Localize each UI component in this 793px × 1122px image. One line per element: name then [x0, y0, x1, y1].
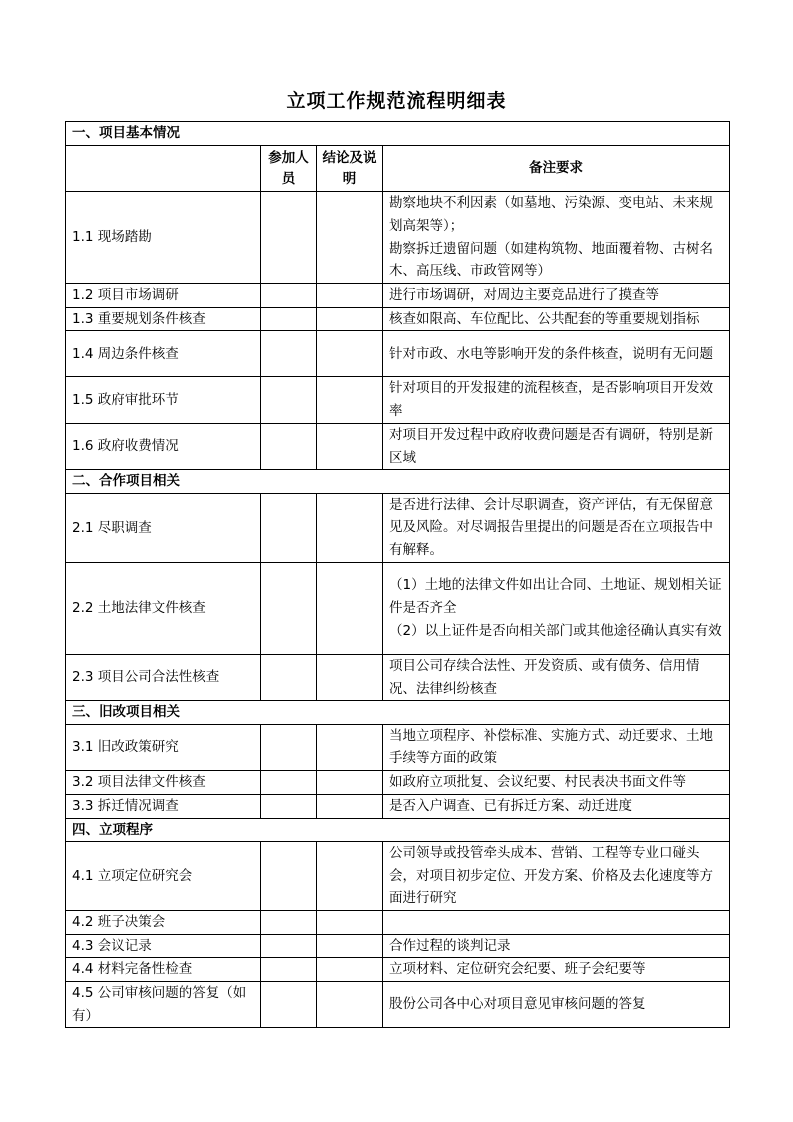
item-remarks: 勘察地块不利因素（如墓地、污染源、变电站、未来规划高架等）； 勘察拆迁遗留问题（如建构筑物、地面覆着物、古树名木、高压线、市政管网等）	[383, 192, 730, 284]
item-remarks: （1）土地的法律文件如出让合同、土地证、规划相关证件是否齐全 （2）以上证件是否向相关部门或其他途径确认真实有效	[383, 562, 730, 654]
item-name: 4.5 公司审核问题的答复（如有）	[66, 982, 261, 1028]
item-name: 4.2 班子决策会	[66, 911, 261, 935]
table-row	[66, 192, 730, 284]
participants-cell	[261, 377, 317, 423]
conclusion-cell	[317, 794, 383, 818]
section-header-row	[66, 122, 730, 146]
conclusion-cell	[317, 654, 383, 700]
participants-cell	[261, 331, 317, 377]
table-row	[66, 724, 730, 770]
item-name: 4.1 立项定位研究会	[66, 842, 261, 911]
item-remarks: 股份公司各中心对项目意见审核问题的答复	[383, 982, 730, 1028]
item-remarks: 是否进行法律、会计尽职调查，资产评估，有无保留意见及风险。对尽调报告里提出的问题是否在立项报告中有解释。	[383, 493, 730, 562]
conclusion-cell	[317, 284, 383, 308]
table-row	[66, 934, 730, 958]
conclusion-cell	[317, 377, 383, 423]
table-row	[66, 562, 730, 654]
section-header-row	[66, 701, 730, 725]
participants-cell	[261, 284, 317, 308]
conclusion-cell	[317, 724, 383, 770]
participants-cell	[261, 562, 317, 654]
table-row	[66, 911, 730, 935]
table-row	[66, 331, 730, 377]
item-name: 2.2 土地法律文件核查	[66, 562, 261, 654]
participants-cell	[261, 192, 317, 284]
participants-cell	[261, 794, 317, 818]
conclusion-cell	[317, 192, 383, 284]
item-remarks: 进行市场调研，对周边主要竞品进行了摸查等	[383, 284, 730, 308]
item-name: 3.2 项目法律文件核查	[66, 771, 261, 795]
item-name: 3.3 拆迁情况调查	[66, 794, 261, 818]
participants-cell	[261, 724, 317, 770]
document-title: 立项工作规范流程明细表	[286, 90, 507, 112]
section-title: 四、立项程序	[66, 818, 730, 842]
item-name: 1.6 政府收费情况	[66, 423, 261, 469]
section-title: 一、项目基本情况	[66, 122, 730, 146]
item-name: 3.1 旧改政策研究	[66, 724, 261, 770]
header-conclusion: 结论及说明	[317, 146, 383, 192]
item-remarks: 合作过程的谈判记录	[383, 934, 730, 958]
section-header-row	[66, 818, 730, 842]
conclusion-cell	[317, 934, 383, 958]
item-remarks: 如政府立项批复、会议纪要、村民表决书面文件等	[383, 771, 730, 795]
participants-cell	[261, 911, 317, 935]
header-remarks: 备注要求	[383, 146, 730, 192]
item-name: 4.4 材料完备性检查	[66, 958, 261, 982]
item-remarks: 项目公司存续合法性、开发资质、或有债务、信用情况、法律纠纷核查	[383, 654, 730, 700]
table-row	[66, 842, 730, 911]
conclusion-cell	[317, 562, 383, 654]
participants-cell	[261, 958, 317, 982]
table-row	[66, 771, 730, 795]
item-remarks: 针对市政、水电等影响开发的条件核查，说明有无问题	[383, 331, 730, 377]
item-name: 1.4 周边条件核查	[66, 331, 261, 377]
item-remarks: 立项材料、定位研究会纪要、班子会纪要等	[383, 958, 730, 982]
item-name: 2.1 尽职调查	[66, 493, 261, 562]
table-row	[66, 377, 730, 423]
item-remarks: 是否入户调查、已有拆迁方案、动迁进度	[383, 794, 730, 818]
conclusion-cell	[317, 842, 383, 911]
participants-cell	[261, 423, 317, 469]
header-blank-cell	[66, 146, 261, 192]
table-row	[66, 307, 730, 331]
item-remarks: 核查如限高、车位配比、公共配套的等重要规划指标	[383, 307, 730, 331]
item-name: 1.1 现场踏勘	[66, 192, 261, 284]
process-table	[65, 121, 730, 1028]
conclusion-cell	[317, 331, 383, 377]
conclusion-cell	[317, 911, 383, 935]
participants-cell	[261, 771, 317, 795]
conclusion-cell	[317, 958, 383, 982]
item-name: 1.5 政府审批环节	[66, 377, 261, 423]
item-remarks	[383, 911, 730, 935]
section-title: 三、旧改项目相关	[66, 701, 730, 725]
item-remarks: 公司领导或投管牵头成本、营销、工程等专业口碰头会，对项目初步定位、开发方案、价格及去化速度等方面进行研究	[383, 842, 730, 911]
column-header-row	[66, 146, 730, 192]
conclusion-cell	[317, 307, 383, 331]
table-row	[66, 958, 730, 982]
table-row	[66, 654, 730, 700]
conclusion-cell	[317, 423, 383, 469]
table-row	[66, 423, 730, 469]
participants-cell	[261, 934, 317, 958]
section-title: 二、合作项目相关	[66, 470, 730, 494]
item-name: 1.3 重要规划条件核查	[66, 307, 261, 331]
item-remarks: 针对项目的开发报建的流程核查，是否影响项目开发效率	[383, 377, 730, 423]
conclusion-cell	[317, 493, 383, 562]
item-remarks: 对项目开发过程中政府收费问题是否有调研，特别是新区域	[383, 423, 730, 469]
participants-cell	[261, 493, 317, 562]
conclusion-cell	[317, 982, 383, 1028]
item-name: 1.2 项目市场调研	[66, 284, 261, 308]
conclusion-cell	[317, 771, 383, 795]
header-participants: 参加人员	[261, 146, 317, 192]
table-row	[66, 284, 730, 308]
participants-cell	[261, 982, 317, 1028]
item-name: 2.3 项目公司合法性核查	[66, 654, 261, 700]
item-name: 4.3 会议记录	[66, 934, 261, 958]
item-remarks: 当地立项程序、补偿标准、实施方式、动迁要求、土地手续等方面的政策	[383, 724, 730, 770]
table-row	[66, 982, 730, 1028]
participants-cell	[261, 654, 317, 700]
table-row	[66, 794, 730, 818]
participants-cell	[261, 307, 317, 331]
participants-cell	[261, 842, 317, 911]
table-row	[66, 493, 730, 562]
section-header-row	[66, 470, 730, 494]
